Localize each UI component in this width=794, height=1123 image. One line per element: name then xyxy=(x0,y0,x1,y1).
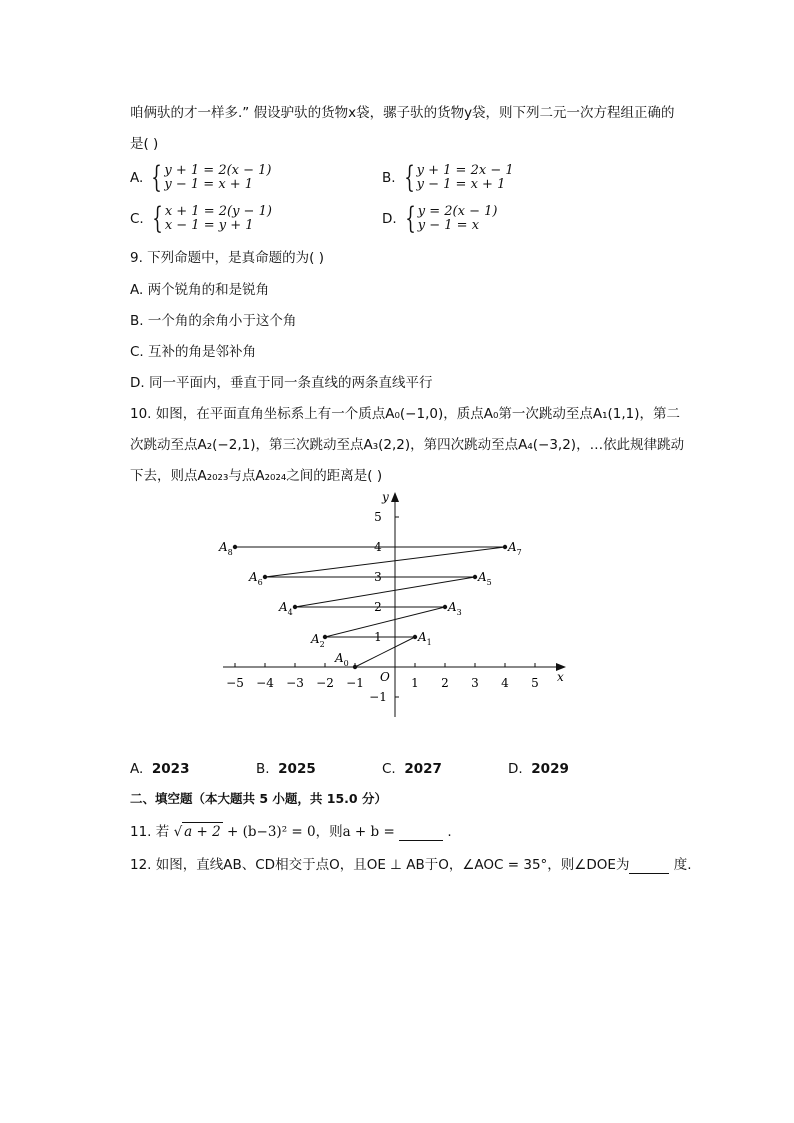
q11-stem: 11. 若 √ a + 2 + (b−3)² = 0，则a + b = . xyxy=(130,824,452,840)
x-tick-label: −2 xyxy=(316,676,334,690)
option-label: B. xyxy=(382,170,396,186)
q8-stem-line2: 是( ) xyxy=(130,136,159,152)
point-label: $A_0$ xyxy=(335,651,349,668)
x-tick-label: 5 xyxy=(531,676,539,690)
y-tick-label: −1 xyxy=(369,690,387,704)
point-label: $A_5$ xyxy=(478,570,492,587)
q11-radicand: a + 2 xyxy=(184,824,221,840)
q8-option-c-eq1: x + 1 = 2(y − 1) xyxy=(164,204,272,219)
option-label: D. xyxy=(382,211,397,227)
q8-option-a-eq1: y + 1 = 2(x − 1) xyxy=(164,163,272,178)
point-marker xyxy=(473,575,477,579)
option-value: 2023 xyxy=(151,761,190,777)
y-tick-label: 1 xyxy=(374,630,382,644)
q11-answer-blank[interactable] xyxy=(399,826,443,841)
q10-option-c: C. 2027 xyxy=(382,761,442,777)
q9-option-b: B. 一个角的余角小于这个角 xyxy=(130,313,297,329)
x-tick-label: −1 xyxy=(346,676,364,690)
q10-option-b: B. 2025 xyxy=(256,761,316,777)
point-marker xyxy=(503,545,507,549)
q8-option-a: A. { y + 1 = 2(x − 1) y − 1 = x + 1 xyxy=(130,160,272,195)
point-label: $A_6$ xyxy=(249,570,263,587)
q8-option-b: B. { y + 1 = 2x − 1 y − 1 = x + 1 xyxy=(382,160,514,195)
q12-answer-blank[interactable] xyxy=(629,859,669,874)
point-marker xyxy=(233,545,237,549)
q10-stem-line3: 下去，则点A₂₀₂₃与点A₂₀₂₄之间的距离是( ) xyxy=(130,468,383,484)
x-tick-label: 3 xyxy=(471,676,479,690)
q8-option-b-eq2: y − 1 = x + 1 xyxy=(416,177,506,192)
x-tick-label: −5 xyxy=(226,676,244,690)
q10-option-d: D. 2029 xyxy=(508,761,569,777)
q9-option-a: A. 两个锐角的和是锐角 xyxy=(130,282,270,298)
q8-stem-line1: 咱俩驮的才一样多.” 假设驴驮的货物x袋，骡子驮的货物y袋，则下列二元一次方程组正确的 xyxy=(130,105,675,121)
point-marker xyxy=(323,635,327,639)
y-tick-label: 2 xyxy=(374,600,382,614)
x-tick-label: 2 xyxy=(441,676,449,690)
option-label: A. xyxy=(130,170,144,186)
option-label: C. xyxy=(130,211,144,227)
y-axis-label: y xyxy=(382,490,389,504)
q8-option-b-eq1: y + 1 = 2x − 1 xyxy=(416,163,514,178)
y-tick-label: 5 xyxy=(374,510,382,524)
x-tick-label: −4 xyxy=(256,676,274,690)
point-label: $A_3$ xyxy=(448,600,462,617)
jump-segment xyxy=(265,547,505,577)
x-tick-label: 4 xyxy=(501,676,509,690)
q8-option-c: C. { x + 1 = 2(y − 1) x − 1 = y + 1 xyxy=(130,201,272,236)
point-marker xyxy=(263,575,267,579)
coordinate-figure xyxy=(215,485,575,725)
point-marker xyxy=(293,605,297,609)
q8-option-d: D. { y = 2(x − 1) y − 1 = x xyxy=(382,201,498,236)
option-value: 2027 xyxy=(404,761,442,777)
q8-option-a-eq2: y − 1 = x + 1 xyxy=(164,177,254,192)
q8-option-c-eq2: x − 1 = y + 1 xyxy=(164,218,254,233)
origin-label: O xyxy=(380,670,390,684)
q12-stem: 12. 如图，直线AB、CD相交于点O，且OE ⊥ AB于O，∠AOC = 35°，则∠DOE为 度. xyxy=(130,857,692,873)
x-tick-label: 1 xyxy=(411,676,419,690)
q9-option-d: D. 同一平面内，垂直于同一条直线的两条直线平行 xyxy=(130,375,433,391)
point-label: $A_4$ xyxy=(279,600,293,617)
q10-stem-line2: 次跳动至点A₂(−2,1)，第三次跳动至点A₃(2,2)，第四次跳动至点A₄(−3,2)，…依此规律跳动 xyxy=(130,437,685,453)
q9-stem: 9. 下列命题中，是真命题的为( ) xyxy=(130,250,324,266)
q8-option-d-eq1: y = 2(x − 1) xyxy=(417,204,498,219)
point-label: $A_2$ xyxy=(311,632,325,649)
point-marker xyxy=(353,665,357,669)
y-tick-label: 4 xyxy=(374,540,382,554)
point-label: $A_1$ xyxy=(418,630,432,647)
q8-option-d-eq2: y − 1 = x xyxy=(417,218,480,233)
q9-option-c: C. 互补的角是邻补角 xyxy=(130,344,257,360)
point-marker xyxy=(443,605,447,609)
q10-stem-line1: 10. 如图，在平面直角坐标系上有一个质点A₀(−1,0)，质点A₀第一次跳动至点A₁(1,1)，第二 xyxy=(130,406,681,422)
x-axis-label: x xyxy=(557,670,564,684)
x-tick-label: −3 xyxy=(286,676,304,690)
jump-segment xyxy=(355,637,415,667)
jump-segment xyxy=(325,607,445,637)
point-label: $A_8$ xyxy=(219,540,233,557)
y-tick-label: 3 xyxy=(374,570,382,584)
section-heading: 二、填空题（本大题共 5 小题，共 15.0 分） xyxy=(130,791,387,806)
q10-option-a: A. 2023 xyxy=(130,761,190,777)
option-value: 2025 xyxy=(278,761,316,777)
point-marker xyxy=(413,635,417,639)
point-label: $A_7$ xyxy=(508,540,522,557)
option-value: 2029 xyxy=(531,761,569,777)
